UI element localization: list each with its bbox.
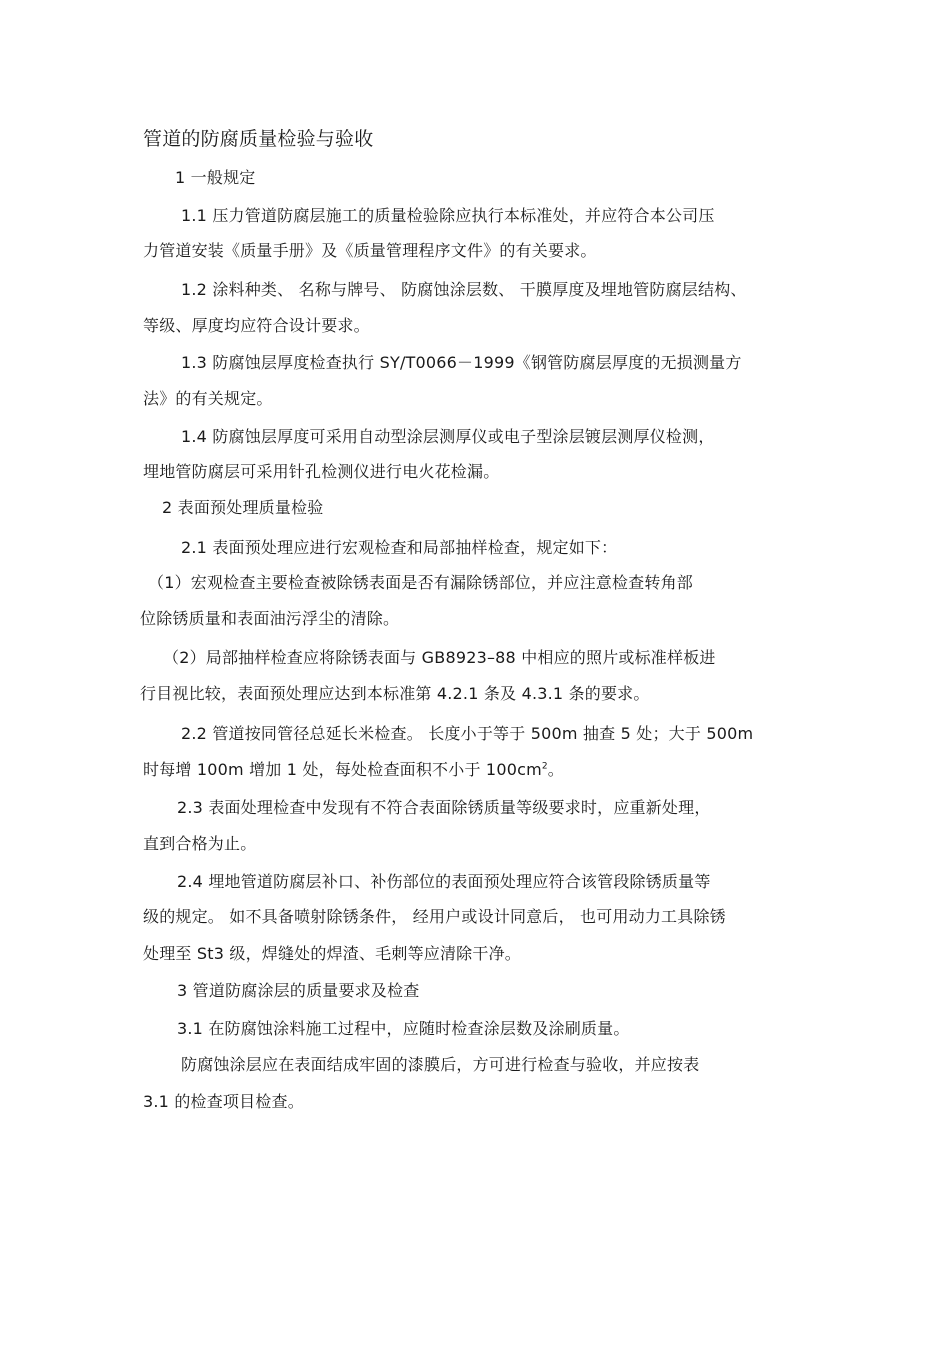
paragraph-1-1-line-1: 1.1 压力管道防腐层施工的质量检验除应执行本标准处，并应符合本公司压 bbox=[181, 206, 715, 225]
paragraph-1-2-line-1: 1.2 涂料种类、 名称与牌号、 防腐蚀涂层数、 干膜厚度及埋地管防腐层结构、 bbox=[181, 280, 747, 299]
list-item-2-line-1: （2）局部抽样检查应将除锈表面与 GB8923–88 中相应的照片或标准样板进 bbox=[163, 648, 716, 667]
paragraph-3-1: 3.1 在防腐蚀涂料施工过程中，应随时检查涂层数及涂刷质量。 bbox=[177, 1019, 630, 1038]
paragraph-2-3-line-2: 直到合格为止。 bbox=[143, 834, 257, 853]
paragraph-2-4-line-2: 级的规定。 如不具备喷射除锈条件， 经用户或设计同意后， 也可用动力工具除锈 bbox=[143, 907, 726, 926]
page-title: 管道的防腐质量检验与验收 bbox=[143, 128, 374, 150]
list-item-2-line-2: 行目视比较，表面预处理应达到本标准第 4.2.1 条及 4.3.1 条的要求。 bbox=[140, 684, 650, 703]
paragraph-3-2-line-2: 3.1 的检查项目检查。 bbox=[143, 1092, 304, 1111]
paragraph-1-4-line-2: 埋地管防腐层可采用针孔检测仪进行电火花检漏。 bbox=[143, 462, 500, 481]
paragraph-1-4-line-1: 1.4 防腐蚀层厚度可采用自动型涂层测厚仪或电子型涂层镀层测厚仪检测， bbox=[181, 427, 715, 446]
paragraph-1-3-line-2: 法》的有关规定。 bbox=[143, 389, 273, 408]
paragraph-1-1-line-2: 力管道安装《质量手册》及《质量管理程序文件》的有关要求。 bbox=[143, 241, 597, 260]
paragraph-2-2-line-2-text: 时每增 100m 增加 1 处，每处检查面积不小于 100cm bbox=[143, 760, 542, 779]
section-1-heading: 1 一般规定 bbox=[175, 168, 256, 187]
paragraph-2-2-line-2 bbox=[143, 760, 564, 780]
paragraph-2-2-line-2-end: 。 bbox=[547, 760, 564, 779]
list-item-1-line-2: 位除锈质量和表面油污浮尘的清除。 bbox=[140, 609, 400, 628]
section-3-heading: 3 管道防腐涂层的质量要求及检查 bbox=[177, 981, 420, 1000]
section-2-heading: 2 表面预处理质量检验 bbox=[162, 498, 324, 517]
superscript-2: 2 bbox=[541, 761, 548, 772]
paragraph-2-4-line-1: 2.4 埋地管道防腐层补口、补伤部位的表面预处理应符合该管段除锈质量等 bbox=[177, 872, 711, 891]
paragraph-2-2-line-1: 2.2 管道按同管径总延长米检查。 长度小于等于 500m 抽查 5 处；大于 500m bbox=[181, 724, 754, 743]
paragraph-1-2-line-2: 等级、厚度均应符合设计要求。 bbox=[143, 316, 370, 335]
paragraph-3-2-line-1: 防腐蚀涂层应在表面结成牢固的漆膜后，方可进行检查与验收，并应按表 bbox=[181, 1055, 700, 1074]
paragraph-1-3-line-1: 1.3 防腐蚀层厚度检查执行 SY/T0066－1999《钢管防腐层厚度的无损测量方 bbox=[181, 353, 742, 372]
paragraph-2-1: 2.1 表面预处理应进行宏观检查和局部抽样检查，规定如下： bbox=[181, 538, 618, 557]
paragraph-2-3-line-1: 2.3 表面处理检查中发现有不符合表面除锈质量等级要求时，应重新处理， bbox=[177, 798, 711, 817]
paragraph-2-4-line-3: 处理至 St3 级，焊缝处的焊渣、毛刺等应清除干净。 bbox=[143, 944, 521, 963]
list-item-1-line-1: （1）宏观检查主要检查被除锈表面是否有漏除锈部位，并应注意检查转角部 bbox=[148, 573, 693, 592]
